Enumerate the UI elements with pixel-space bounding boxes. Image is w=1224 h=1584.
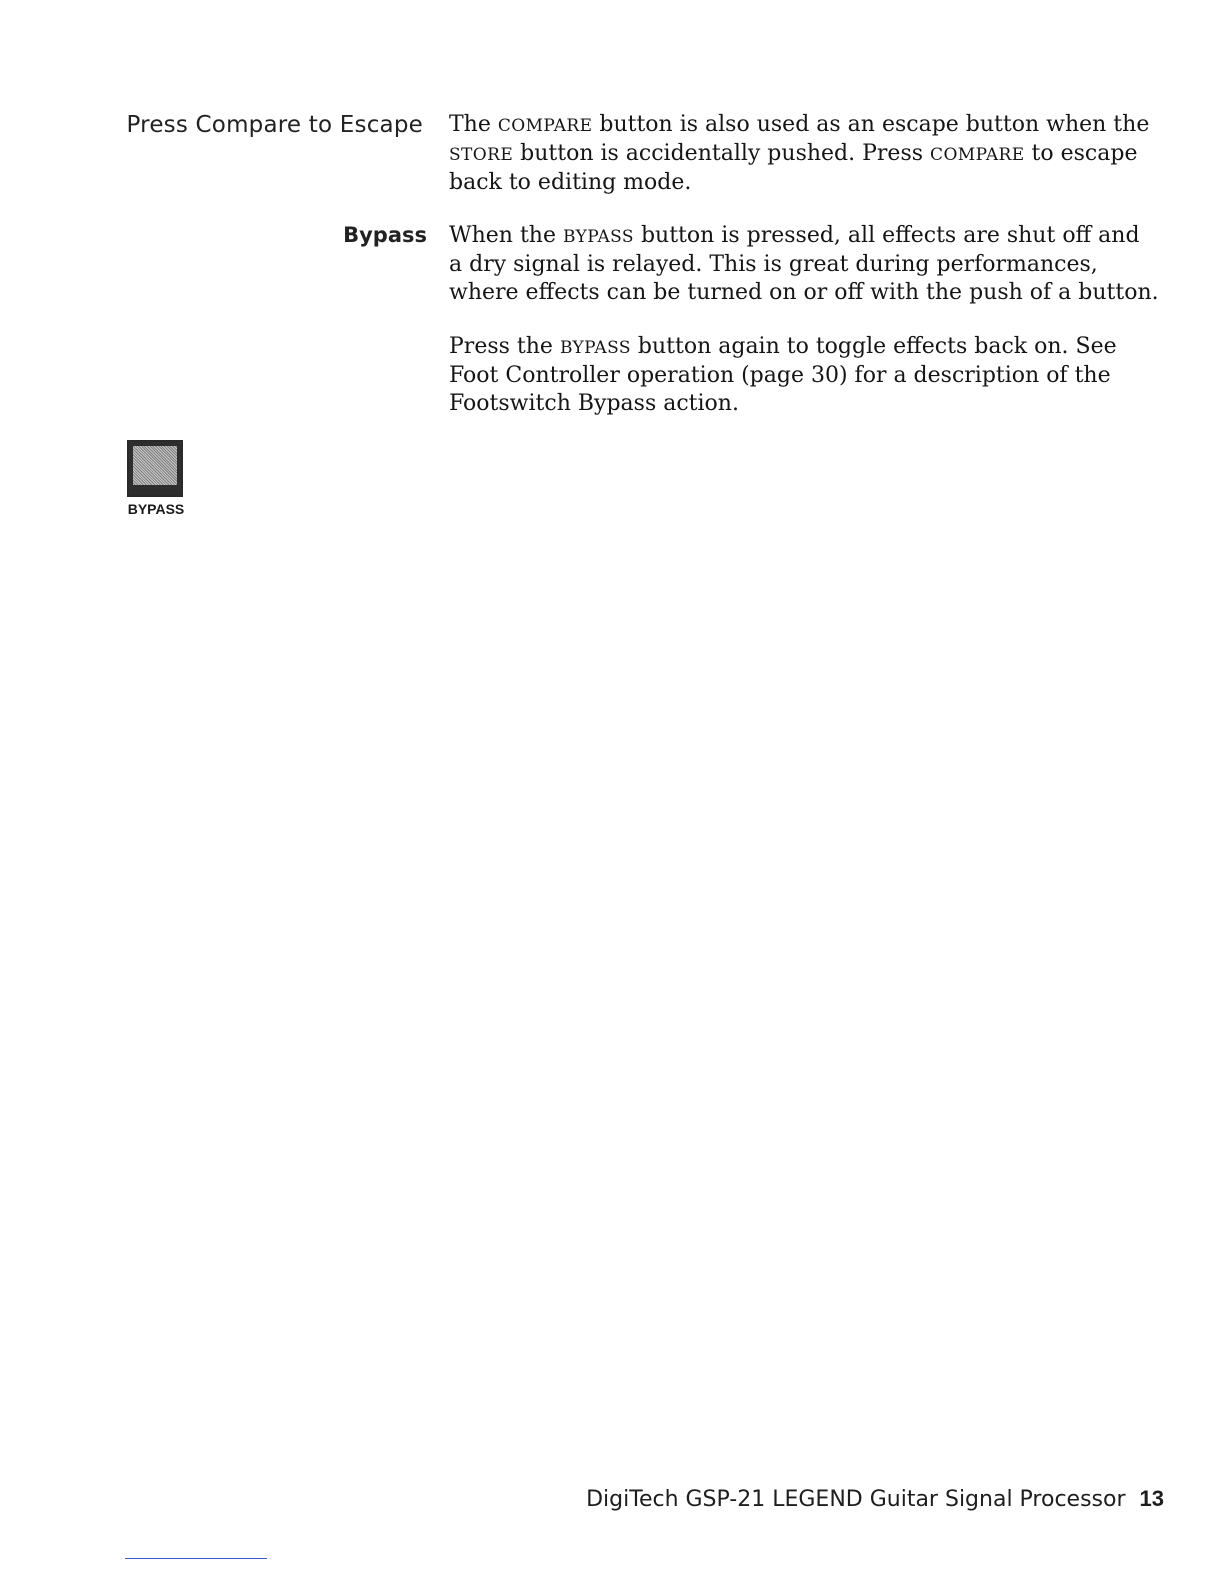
heading-press-compare-to-escape: Press Compare to Escape (126, 112, 423, 138)
paragraph-compare-escape: The COMPARE button is also used as an escape button when the STORE button is accidentally pushed. Press COMPARE to escape back to editing mode. (449, 112, 1150, 195)
paragraph-bypass-description: When the BYPASS button is pressed, all effects are shut off and a dry signal is relayed. This is great during performances, where effects can be turned on or off with the push of a button. (449, 223, 1159, 305)
compare-button-name: COMPARE (930, 145, 1025, 165)
bottom-rule (125, 1558, 267, 1559)
bypass-button-face (133, 446, 177, 485)
paragraph-bypass-toggle: Press the BYPASS button again to toggle effects back on. See Foot Controller operation (page 30) for a description of the Footswitch Bypass action. (449, 334, 1117, 416)
page-footer (586, 1486, 1164, 1512)
bypass-button-illustration (127, 440, 183, 497)
heading-bypass: Bypass (343, 223, 427, 247)
store-button-name: STORE (449, 145, 514, 165)
bypass-button-label: BYPASS (127, 501, 185, 517)
bypass-button-name: BYPASS (559, 338, 631, 358)
page-number: 13 (1139, 1486, 1164, 1511)
footer-title: DigiTech GSP-21 LEGEND Guitar Signal Processor (586, 1487, 1126, 1512)
compare-button-name: COMPARE (497, 116, 593, 136)
bypass-button-name: BYPASS (563, 227, 634, 247)
